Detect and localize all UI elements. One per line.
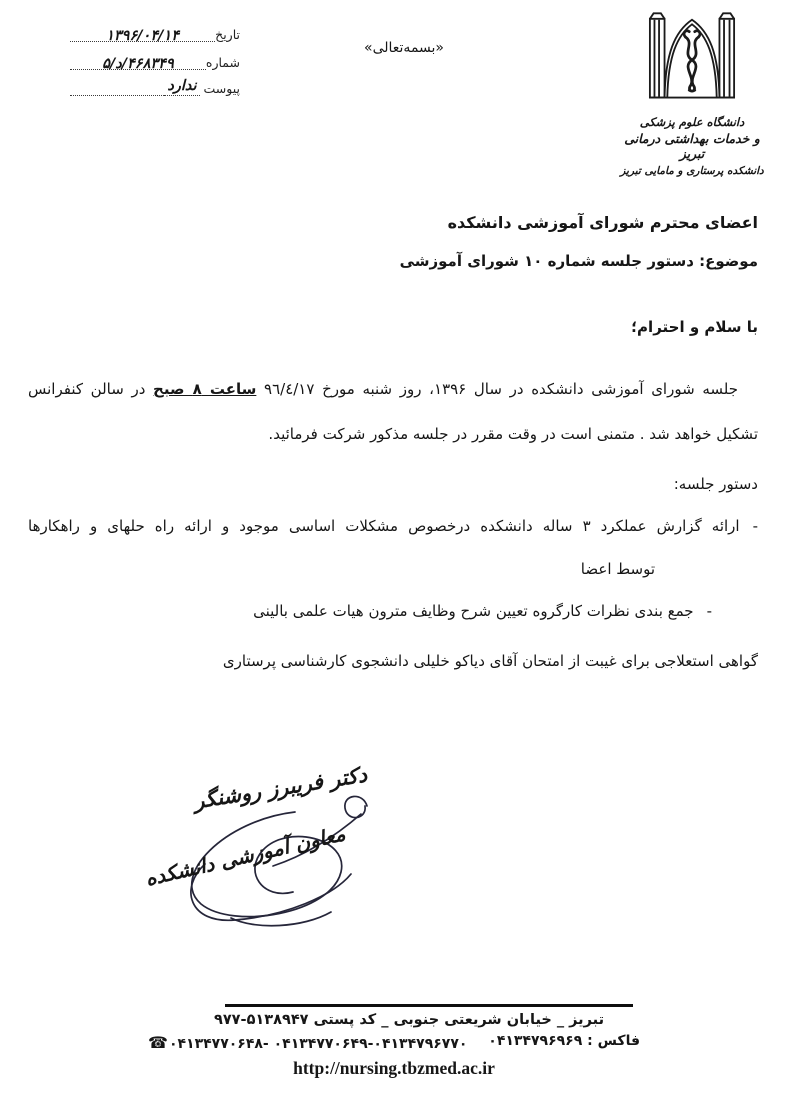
body-paragraph-line2: تشکیل خواهد شد . متمنی است در وقت مقرر در جلسه مذکور شرکت فرمائید. — [268, 425, 758, 443]
agenda-item-1 — [28, 517, 758, 535]
footer-fax: فاکس : ۰۴۱۳۴۷۹۶۹۶۹ — [488, 1033, 640, 1049]
signatory-name: دکتر فریبرز روشنگر — [192, 762, 369, 814]
agenda-heading: دستور جلسه: — [673, 475, 758, 493]
fax-label: فاکس — [597, 1033, 640, 1049]
attachment-label: پیوست — [203, 81, 240, 96]
agenda-item-2 — [253, 602, 712, 620]
fax-number: ۰۴۱۳۴۷۹۶۹۶۹ — [488, 1033, 583, 1049]
footer-phones — [148, 1033, 467, 1052]
number-value: ۴۶۸۳۴۹/د/۵ — [102, 56, 174, 72]
medical-certificate-note: گواهی استعلاجی برای غیبت از امتحان آقای دیاکو خلیلی دانشجوی کارشناسی پرستاری — [222, 652, 758, 670]
footer-divider — [225, 1004, 633, 1007]
attachment-value: ندارد — [164, 78, 199, 96]
paragraph-text-start: جلسه شورای آموزشی دانشکده در سال ۱۳۹۶، روز شنبه مورخ ٩٦/٤/١٧ — [256, 380, 738, 398]
logo-text-line1: دانشگاه علوم پزشکی — [639, 115, 745, 129]
date-label: تاریخ — [215, 27, 240, 42]
date-row — [70, 22, 240, 42]
agenda-item-2-text: جمع بندی نظرات کارگروه تعیین شرح وظایف مترون هیات علمی بالینی — [253, 602, 694, 620]
bullet-dash: - — [706, 602, 712, 620]
dotted-leader — [70, 80, 164, 96]
agenda-item-1-text: ارائه گزارش عملکرد ۳ ساله دانشکده درخصوص مشکلات اساسی موجود و ارائه راه حلهای و راهکارها — [28, 517, 740, 535]
number-row — [70, 50, 240, 70]
recipient-heading: اعضای محترم شورای آموزشی دانشکده — [447, 213, 758, 232]
agenda-item-1-continuation: توسط اعضا — [580, 560, 655, 578]
logo-text-line2: و خدمات بهداشتی درمانی تبریز — [624, 131, 760, 161]
letterhead-logo — [618, 6, 766, 177]
footer-address: تبریز _ خیابان شریعتی جنوبی _ کد پستی ۵۱۳۸۹۴۷-۹۷۷ — [213, 1012, 605, 1028]
body-paragraph-line1 — [28, 380, 758, 398]
footer-contact-line — [148, 1033, 640, 1052]
logo-text-line3: دانشکده پرستاری و مامایی تبریز — [620, 165, 764, 177]
letter-meta-block — [70, 22, 240, 104]
date-value: ۱۳۹۶/۰۴/۱۴ — [106, 28, 180, 44]
phone-icon: ☎ — [148, 1033, 168, 1052]
signatory-title: معاون آموزشی دانشکده — [142, 821, 348, 891]
bullet-dash: - — [752, 517, 758, 535]
phone-numbers: ۰۴۱۳۴۷۷۰۶۴۸- ۰۴۱۳۴۷۷۰۶۴۹-۰۴۱۳۴۷۹۶۷۷۰ — [168, 1036, 468, 1052]
number-label: شماره — [205, 55, 240, 70]
paragraph-text-end: در سالن کنفرانس — [28, 380, 154, 398]
salutation-line: با سلام و احترام؛ — [631, 318, 758, 336]
meeting-time-highlight: ساعت ۸ صبح — [153, 380, 257, 398]
besmele-text: «بسمه‌تعالی» — [364, 40, 444, 56]
footer-url: http://nursing.tbzmed.ac.ir — [293, 1058, 495, 1078]
signature-block — [135, 758, 435, 948]
subject-line: موضوع: دستور جلسه شماره ۱۰ شورای آموزشی — [399, 252, 758, 270]
university-emblem-icon — [637, 6, 747, 114]
attachment-row — [70, 78, 240, 96]
